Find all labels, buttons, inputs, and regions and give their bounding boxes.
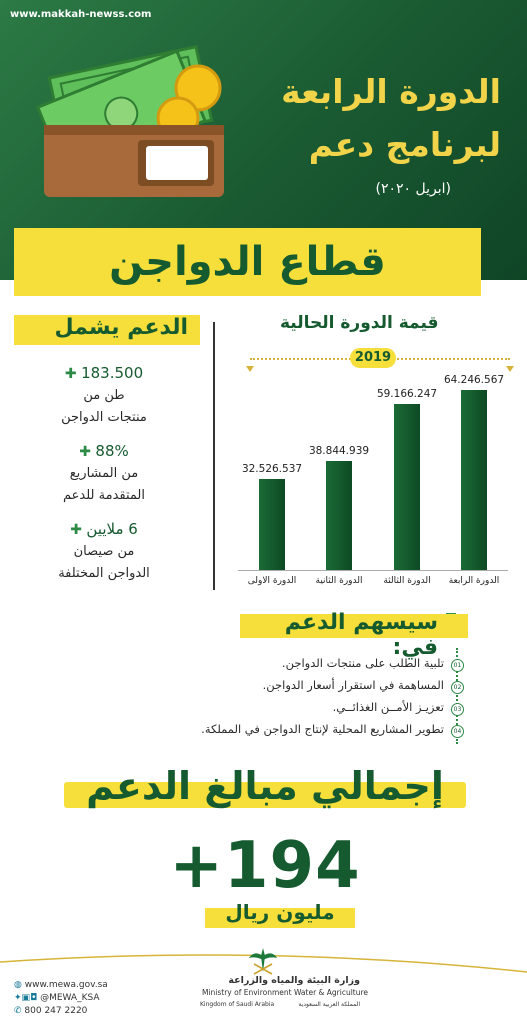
stat-line2: المتقدمة للدعم: [63, 488, 145, 503]
ministry-name-ar: وزارة البيئة والمياه والزراعة: [228, 975, 360, 986]
wallet-money-icon: [30, 40, 250, 210]
stat-line1: من المشاريع: [69, 466, 139, 481]
title-line-2: لبرنامج دعم: [308, 125, 501, 164]
stat-value: 6 ملايين: [86, 520, 138, 538]
ministry-name-en: Ministry of Environment Water & Agriculture: [201, 988, 369, 997]
footer-social-text: @MEWA_KSA: [40, 993, 100, 1003]
bar-value-label: 59.166.247: [376, 388, 438, 400]
twitter-icon: ✦: [14, 993, 22, 1003]
stat-value: 88%: [95, 442, 129, 460]
stat-item: [14, 362, 194, 429]
date-label: (ابريل ٢٠٢٠): [375, 181, 451, 197]
bar-category-label: الدورة الاولى: [247, 576, 297, 586]
stat-value: 183.500: [81, 364, 144, 382]
instagram-icon: ◘: [30, 993, 38, 1003]
bar-category-label: الدورة الثالثة: [383, 576, 431, 586]
footer-website: [14, 980, 108, 990]
stat-line2: الدواجن المختلفة: [58, 566, 150, 581]
source-website: www.makkah-newss.com: [10, 9, 152, 20]
stat-item: [14, 440, 194, 507]
sector-title: قطاع الدواجن: [109, 239, 386, 285]
stat-line1: من صيصان: [73, 544, 135, 559]
plus-icon: ✚: [79, 444, 91, 460]
bar-value-label: 38.844.939: [308, 445, 370, 457]
footer-website-text: www.mewa.gov.sa: [24, 980, 108, 990]
chart-axis: [238, 570, 508, 571]
contribution-item: المساهمة في استقرار أسعار الدواجن.: [262, 678, 444, 692]
title-line-1: الدورة الرابعة: [281, 72, 501, 111]
total-unit: مليون ريال: [225, 900, 335, 924]
contribution-item: تلبية الطلب على منتجات الدواجن.: [281, 656, 444, 670]
chart-title: قيمة الدورة الحالية: [280, 313, 439, 333]
ministry-logo-icon: [246, 946, 280, 976]
bar-category-label: الدورة الثانية: [315, 576, 363, 586]
footer-phone-text: 800 247 2220: [24, 1006, 88, 1016]
footer-social: [14, 993, 100, 1003]
contribution-item: تطوير المشاريع المحلية لإنتاج الدواجن في المملكة.: [201, 722, 444, 736]
total-unit-box: [205, 900, 355, 928]
contribution-title: سيسهم الدعم في:: [284, 610, 438, 660]
bar-value-label: 32.526.537: [241, 463, 303, 475]
total-title: إجمالي مبالغ الدعم: [86, 764, 444, 808]
plus-icon: ✚: [64, 366, 77, 382]
bar-chart: [238, 370, 508, 592]
kingdom-ar: المملكة العربية السعودية: [298, 1001, 360, 1008]
number-bullet: 02: [451, 681, 464, 694]
kingdom-en: Kingdom of Saudi Arabia: [200, 1001, 275, 1008]
number-bullet: 04: [451, 725, 464, 738]
bar-category-label: الدورة الرابعة: [448, 576, 500, 586]
number-bullet: 01: [451, 659, 464, 672]
stat-item: [14, 518, 194, 585]
stat-line2: منتجات الدواجن: [61, 410, 147, 425]
contribution-title-box: [232, 608, 468, 660]
total-amount: +194: [169, 829, 361, 903]
globe-icon: ◍: [14, 980, 22, 990]
bar-value-label: 64.246.567: [443, 374, 505, 386]
contribution-item: تعزيـز الأمــن الغذائــي.: [332, 700, 444, 714]
bar: [259, 479, 285, 570]
bar: [461, 390, 487, 570]
bar: [326, 461, 352, 570]
phone-icon: ✆: [14, 1006, 22, 1016]
plus-icon: ✚: [70, 522, 82, 538]
column-divider: [213, 322, 215, 590]
facebook-icon: ▣: [21, 993, 31, 1003]
stat-line1: طن من: [83, 388, 125, 403]
number-bullet: 03: [451, 703, 464, 716]
support-title-box: [14, 315, 200, 345]
bar: [394, 404, 420, 570]
year-badge: 2019: [350, 348, 396, 368]
footer-phone: [14, 1006, 87, 1016]
support-title: الدعم يشمل: [54, 315, 188, 340]
total-title-box: [64, 764, 466, 808]
